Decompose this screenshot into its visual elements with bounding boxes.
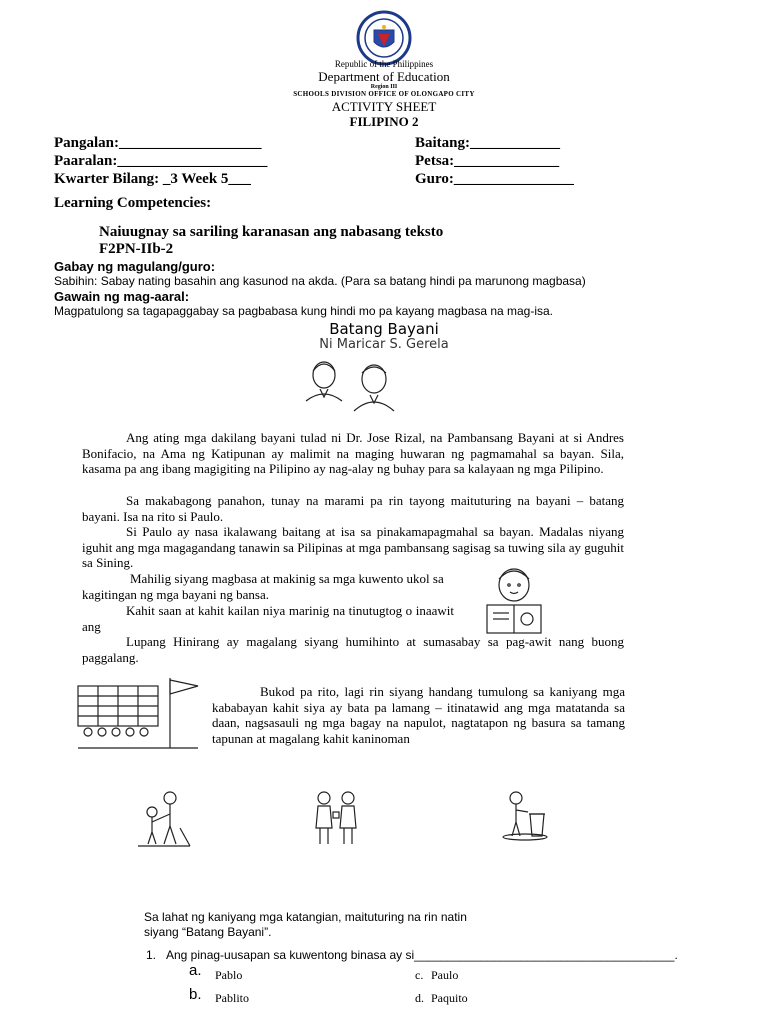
region-line: Region III <box>370 84 398 90</box>
story-paragraph-3: Si Paulo ay nasa ikalawang baitang at isa sa pinakamapagmahal sa bayan. Madalas niyang iguhit ang mga magagandang tanawin sa Pilipinas at mga pambansang sagisag sa tuwing sila ay guguhit sa Sining. <box>82 524 624 570</box>
story-paragraph-5: Kahit saan at kahit kailan niya marinig na tinutugtog o inaawit ang <box>82 603 454 634</box>
deped-seal-icon <box>356 10 412 66</box>
sheet-title: ACTIVITY SHEET <box>331 99 437 114</box>
choice-c-letter[interactable]: c. <box>415 968 424 982</box>
guide-heading: Gabay ng magulang/guro: <box>54 259 216 274</box>
department-line: Department of Education <box>318 69 450 84</box>
closing-paragraph: Sa lahat ng kaniyang mga katangian, maituturing na rin natin siyang “Batang Bayani”. <box>144 910 467 939</box>
boy-reading-illustration <box>479 565 549 635</box>
choice-d-letter[interactable]: d. <box>415 991 424 1005</box>
story-paragraph-1: Ang ating mga dakilang bayani tulad ni Dr. Jose Rizal, na Pambansang Bayani at si Andres Bonifacio, na Ama ng Katipunan ay malimit na maging huwaran ng pagmamahal sa bayan. Sila, kasama pa ang ibang magigiting na Pilipino ay nag-alay ng buhay para sa kalayaan ng mga Pilipino. <box>82 430 624 476</box>
paaralan-field[interactable]: Paaralan:____________________ <box>54 153 268 169</box>
story-paragraph-4: Mahilig siyang magbasa at makinig sa mga kuwento ukol sa kagitingan ng mga bayani ng bansa. <box>82 571 444 602</box>
task-text: Magpatulong sa tagapaggabay sa pagbabasa kung hindi mo pa kayang magbasa na mag-isa. <box>54 304 554 318</box>
subject-title: FILIPINO 2 <box>349 114 419 129</box>
choice-d-text[interactable]: Paquito <box>431 991 468 1005</box>
competency-line: Naiuugnay sa sariling karanasan ang nabasang teksto <box>99 224 444 240</box>
story-title: Batang Bayani <box>329 320 439 338</box>
flag-ceremony-illustration <box>74 672 202 752</box>
story-paragraph-2: Sa makabagong panahon, tunay na marami pa rin tayong maituturing na bayani – batang bayani. Isa na rito si Paulo. <box>82 493 624 524</box>
guro-field[interactable]: Guro:________________ <box>415 171 574 187</box>
competencies-heading: Learning Competencies: <box>54 195 212 211</box>
heroes-portrait-illustration <box>296 357 406 412</box>
question-number: 1. <box>146 948 157 962</box>
guide-text: Sabihin: Sabay nating basahin ang kasunod na akda. (Para sa batang hindi pa marunong magbasa) <box>54 274 586 288</box>
choice-a-letter[interactable]: a. <box>189 962 202 979</box>
choice-b-letter[interactable]: b. <box>189 986 202 1003</box>
petsa-field[interactable]: Petsa:______________ <box>415 153 560 169</box>
choice-a-text[interactable]: Pablo <box>215 968 243 982</box>
choice-b-text[interactable]: Pablito <box>215 991 250 1005</box>
pangalan-field[interactable]: Pangalan:___________________ <box>54 135 262 151</box>
story-paragraph-6: Lupang Hinirang ay magalang siyang humihinto at sumasabay sa pag-awit nang buong paggalang. <box>82 634 624 665</box>
competency-code: F2PN-IIb-2 <box>99 241 174 257</box>
republic-line: Republic of the Philippines <box>334 59 434 69</box>
question-text: Ang pinag-uusapan sa kuwentong binasa ay si_______________________________________. <box>166 948 678 962</box>
choice-c-text[interactable]: Paulo <box>431 968 459 982</box>
story-author: Ni Maricar S. Gerela <box>319 337 449 352</box>
story-paragraph-7: Bukod pa rito, lagi rin siyang handang tumulong sa kaniyang mga kababayan kahit siya ay bata pa lamang – itinatawid ang mga matatanda sa daan, nagsasauli ng mga bagay na napulot, nagtatapon ng basura sa tamang tapunan at magalang kahit kaninoman <box>212 684 625 746</box>
throwing-trash-illustration <box>500 790 550 840</box>
baitang-field[interactable]: Baitang:____________ <box>415 135 561 151</box>
kwarter-field[interactable]: Kwarter Bilang: _3 Week 5___ <box>54 171 251 187</box>
returning-item-illustration <box>306 788 366 848</box>
division-line: SCHOOLS DIVISION OFFICE OF OLONGAPO CITY <box>293 90 475 98</box>
helping-elderly-illustration <box>134 788 194 848</box>
task-heading: Gawain ng mag-aaral: <box>54 289 190 304</box>
